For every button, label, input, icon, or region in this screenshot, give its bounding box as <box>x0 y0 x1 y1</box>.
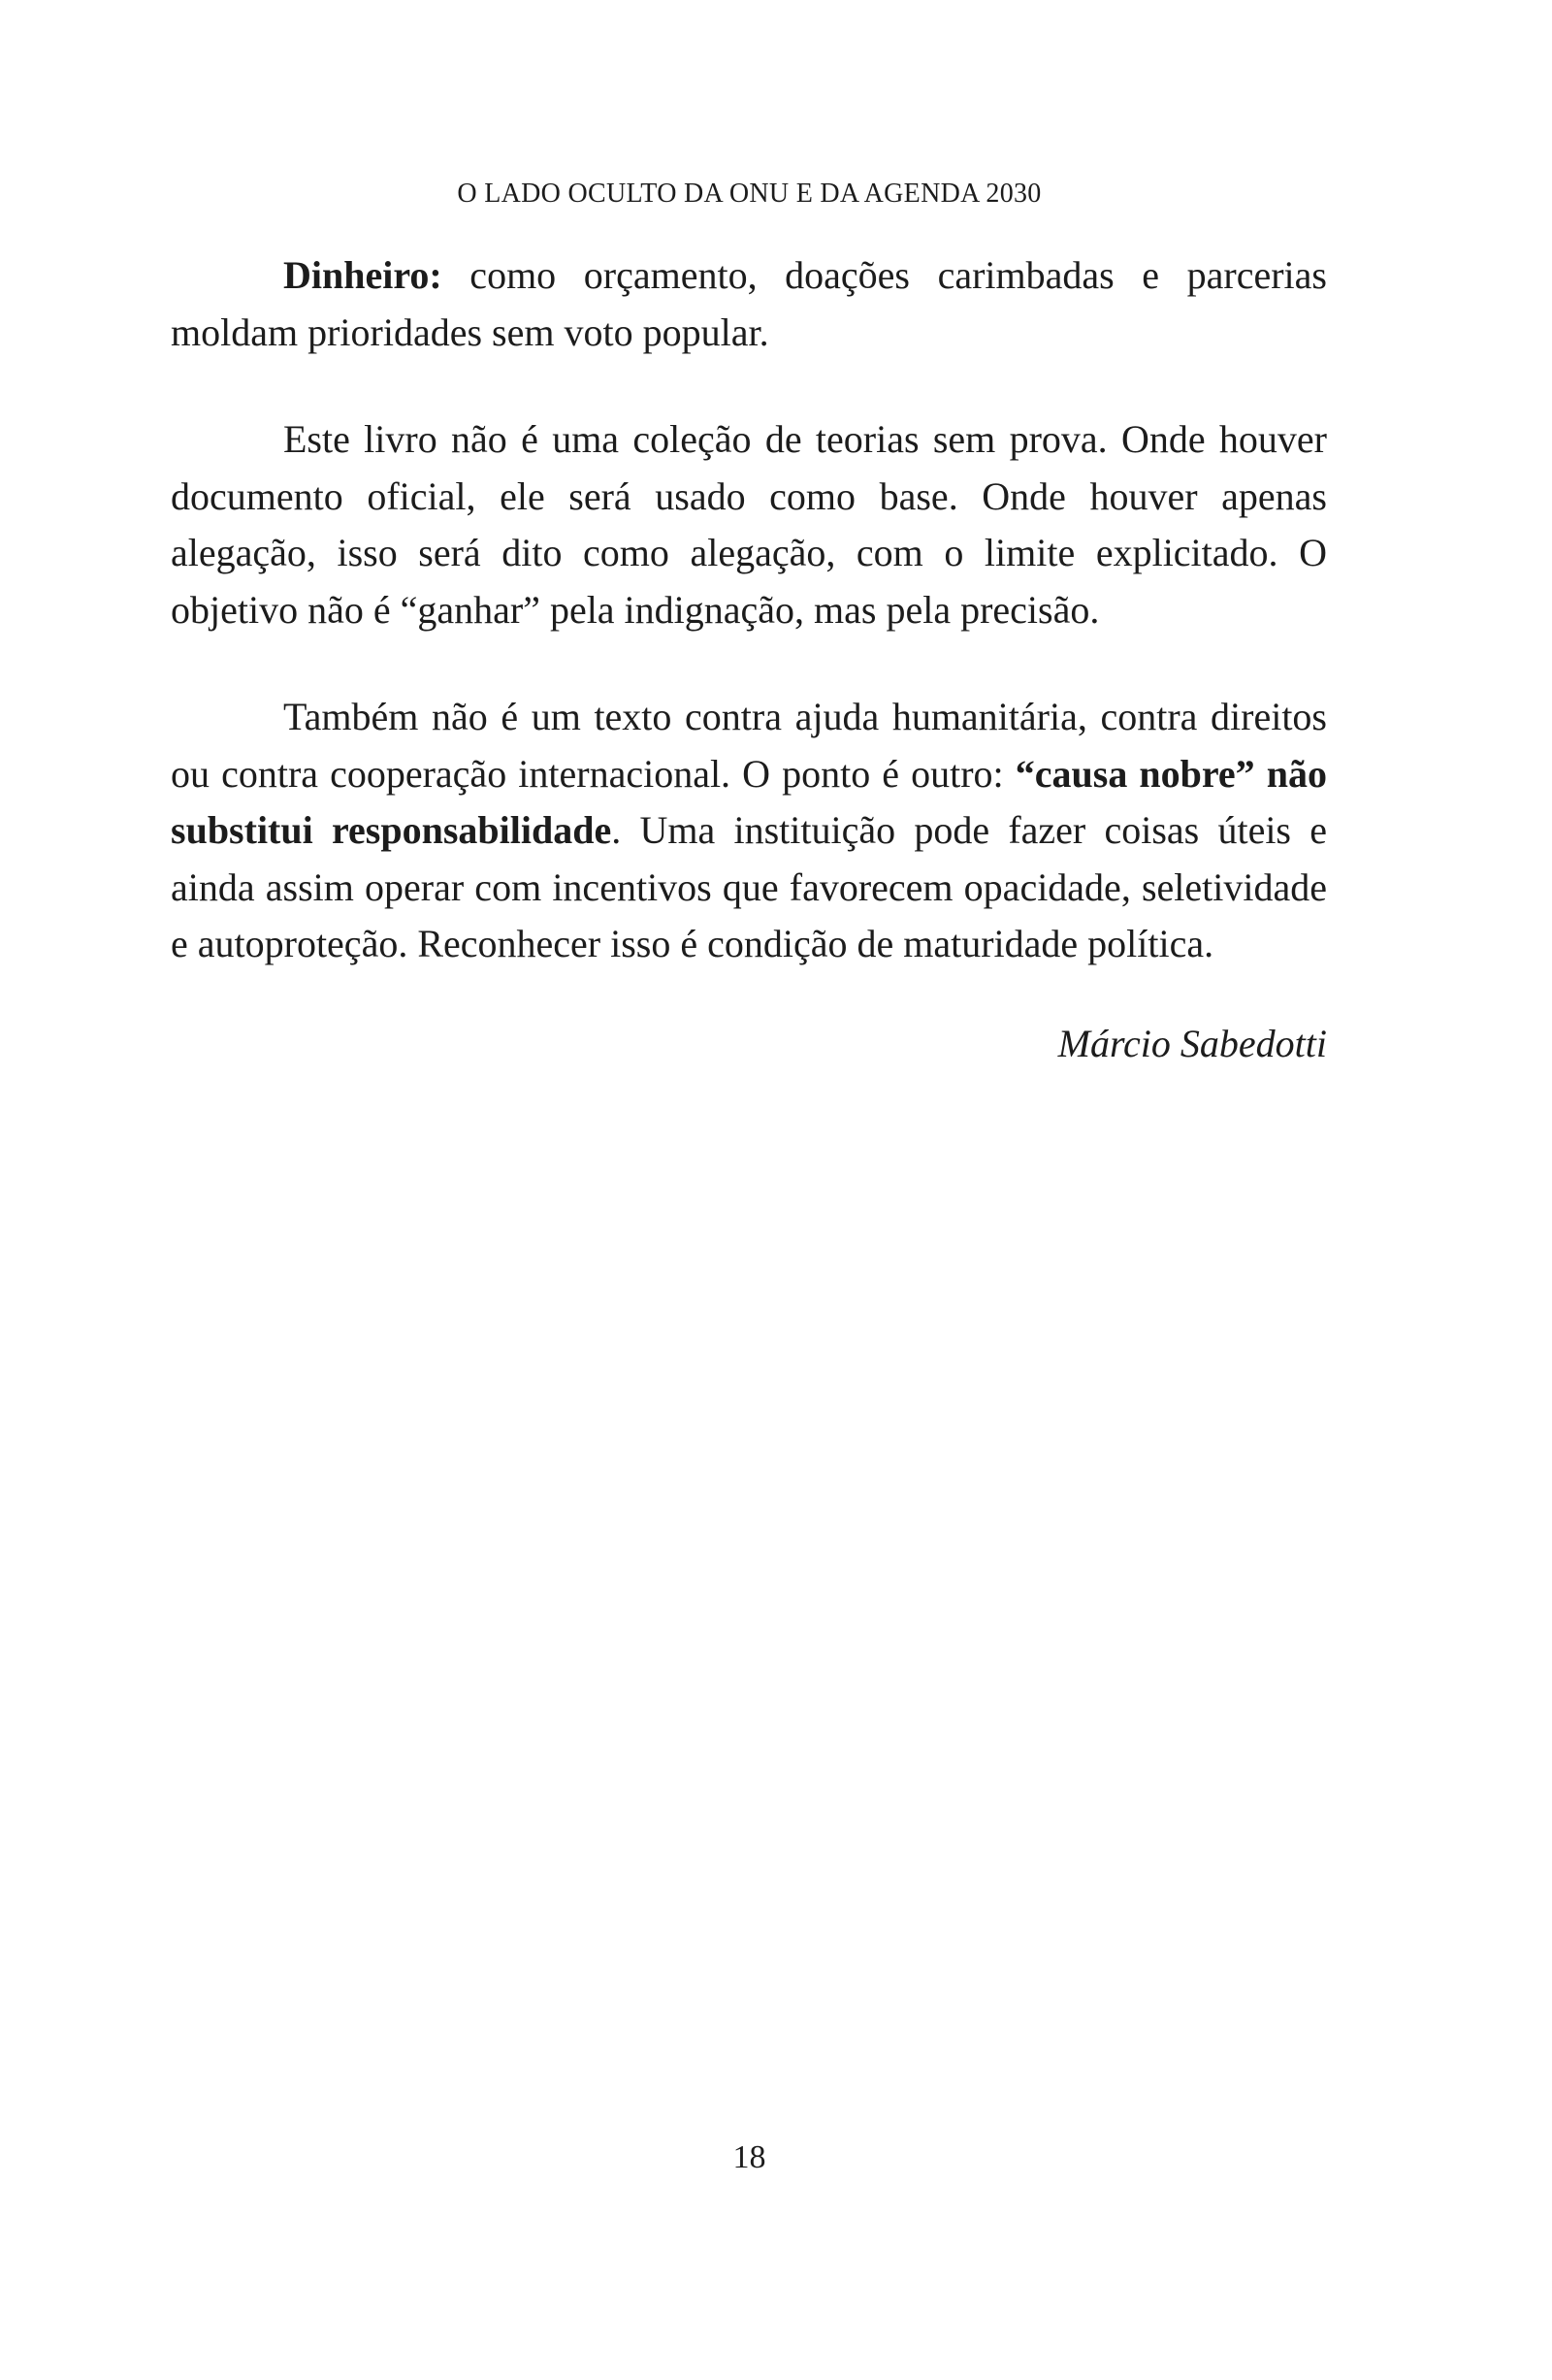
page-number: 18 <box>732 2139 766 2175</box>
author-signature: Márcio Sabedotti <box>1057 1021 1327 1065</box>
paragraph-tambem <box>171 689 1327 973</box>
paragraph-text: como orçamento, doações carimbadas e parcerias moldam prioridades sem voto popular. <box>171 253 1327 354</box>
paragraph-text: Também não é um texto contra ajuda humanitária, contra direitos ou contra cooperação internacional. O ponto é outro: <box>171 695 1327 796</box>
paragraph-text: Este livro não é uma coleção de teorias sem prova. Onde houver documento oficial, ele será usado como base. Onde houver apenas alegação, isso será dito como alegação, com o limite explicitado. O objetivo não é “ganhar” pela indignação, mas pela precisão. <box>171 417 1327 632</box>
body-text <box>171 247 1327 1072</box>
paragraph-dinheiro <box>171 247 1327 361</box>
paragraph-emphasis: “causa nobre” não substitui responsabilidade <box>171 751 1327 852</box>
running-header: O LADO OCULTO DA ONU E DA AGENDA 2030 <box>457 179 1042 209</box>
paragraph-lead-bold: Dinheiro: <box>283 253 442 297</box>
paragraph-este-livro <box>171 411 1327 638</box>
paragraph-text: . Uma instituição pode fazer coisas úteis e ainda assim operar com incentivos que favorecem opacidade, seletividade e autoproteção. Reconhecer isso é condição de maturidade política. <box>171 808 1327 965</box>
